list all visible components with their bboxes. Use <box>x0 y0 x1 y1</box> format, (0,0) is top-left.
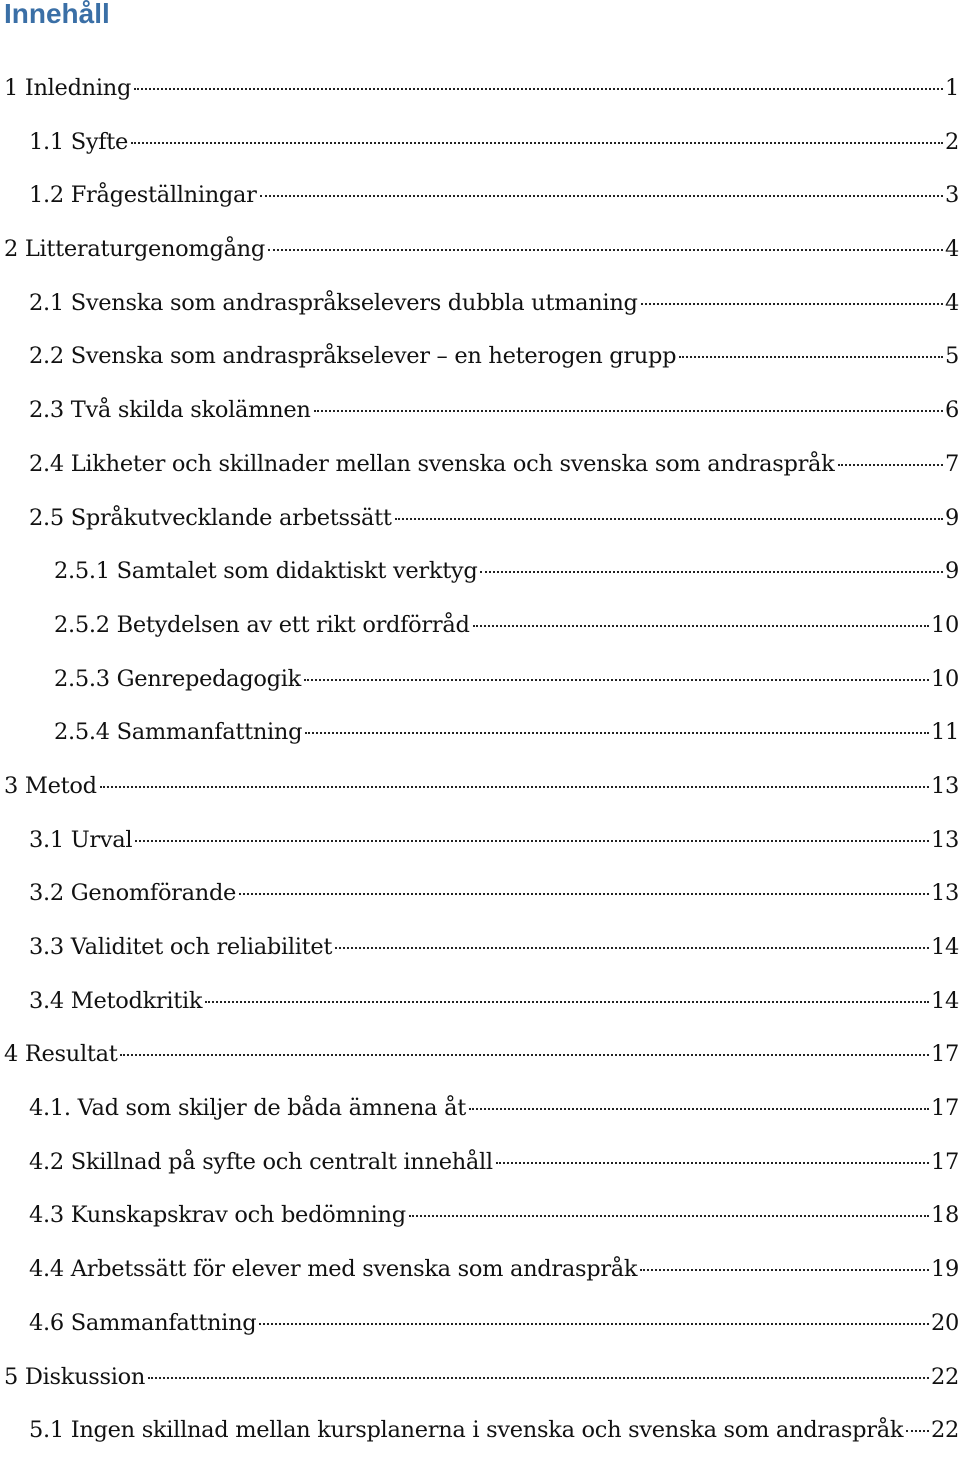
dot-leader <box>259 1323 929 1325</box>
toc-entry-page-number: 14 <box>930 987 959 1014</box>
toc-entry-title: Resultat <box>24 1041 118 1068</box>
toc-entry-number: 2.5.3 <box>54 665 110 692</box>
toc-entry-title: Likheter och skillnader mellan svenska och svenska som andraspråk <box>70 450 835 477</box>
toc-entry-title: Inledning <box>24 75 132 101</box>
toc-entry[interactable] <box>0 447 960 501</box>
toc-entry[interactable] <box>0 1360 960 1414</box>
toc-entry-title: Litteraturgenomgång <box>24 236 265 263</box>
toc-entry-number: 4.1. <box>29 1095 71 1122</box>
toc-entry-title: Validitet och reliabilitet <box>70 934 333 960</box>
toc-entry-page-number: 17 <box>930 1148 959 1175</box>
toc-entry-page-number: 6 <box>944 397 959 424</box>
dot-leader <box>480 571 943 573</box>
toc-entry-number: 2.1 <box>29 289 64 316</box>
toc-entry-page-number: 4 <box>944 289 959 316</box>
toc-entry[interactable] <box>0 1145 960 1199</box>
toc-entry-number: 3.1 <box>29 826 64 853</box>
toc-entry-page-number: 13 <box>930 826 959 853</box>
toc-entry-title: Diskussion <box>24 1363 146 1390</box>
dot-leader <box>239 893 929 895</box>
dot-leader <box>135 840 929 842</box>
toc-entry-page-number: 22 <box>930 1363 959 1390</box>
toc-entry-number: 3.3 <box>29 934 64 960</box>
toc-entry[interactable] <box>0 1413 960 1467</box>
toc-entry-page-number: 20 <box>930 1309 959 1336</box>
dot-leader <box>496 1162 929 1164</box>
toc-entry-title: Svenska som andraspråkselever – en heterogen grupp <box>70 343 677 370</box>
toc-entry[interactable] <box>0 1091 960 1145</box>
toc-entry-number: 5 <box>4 1363 19 1390</box>
dot-leader <box>469 1108 929 1110</box>
toc-entry-number: 4.6 <box>29 1309 64 1336</box>
toc-entry-title: Betydelsen av ett rikt ordförråd <box>116 611 470 638</box>
toc-entry-number: 2.3 <box>29 397 64 424</box>
toc-entry-number: 2.5 <box>29 504 64 531</box>
toc-entry-number: 2.4 <box>29 450 64 477</box>
toc-entry-number: 3 <box>4 772 19 799</box>
dot-leader <box>473 625 929 627</box>
dot-leader <box>906 1430 929 1432</box>
toc-entry-page-number: 1 <box>944 75 959 101</box>
dot-leader <box>314 410 943 412</box>
toc-entry-page-number: 13 <box>930 880 959 907</box>
toc-entry-number: 4.2 <box>29 1148 64 1175</box>
toc-entry-page-number: 18 <box>930 1202 959 1229</box>
toc-entry[interactable] <box>0 1037 960 1091</box>
toc-entry-title: Två skilda skolämnen <box>70 397 311 424</box>
dot-leader <box>335 947 929 949</box>
toc-entry-title: Genomförande <box>70 880 237 907</box>
dot-leader <box>395 518 943 520</box>
toc-entry-number: 4.4 <box>29 1256 64 1283</box>
toc-entry-title: Kunskapskrav och bedömning <box>70 1202 406 1229</box>
toc-heading: Innehåll <box>4 0 110 29</box>
toc-entry-page-number: 5 <box>944 343 959 370</box>
toc-entry-number: 2.5.1 <box>54 558 110 585</box>
toc-entry-number: 5.1 <box>29 1417 64 1444</box>
dot-leader <box>304 679 929 681</box>
dot-leader <box>205 1001 929 1003</box>
dot-leader <box>838 464 943 466</box>
toc-entry-number: 4 <box>4 1041 19 1068</box>
dot-leader <box>260 195 943 197</box>
dot-leader <box>268 249 943 251</box>
toc-entry-number: 1 <box>4 75 19 101</box>
toc-entry-page-number: 4 <box>944 236 959 263</box>
dot-leader <box>679 356 943 358</box>
toc-entry-page-number: 2 <box>944 128 959 155</box>
toc-entry[interactable] <box>0 715 960 769</box>
dot-leader <box>409 1215 929 1217</box>
toc-entry[interactable] <box>0 769 960 823</box>
toc-entry[interactable] <box>0 178 960 232</box>
toc-entry-title: Sammanfattning <box>116 719 303 746</box>
toc-entry-page-number: 9 <box>944 558 959 585</box>
toc-entry-page-number: 19 <box>930 1256 959 1283</box>
toc-entry-title: Sammanfattning <box>70 1309 257 1336</box>
toc-entry-title: Språkutvecklande arbetssätt <box>70 504 392 531</box>
toc-entry[interactable] <box>0 1306 960 1360</box>
toc-entry-number: 2.2 <box>29 343 64 370</box>
toc-entry[interactable] <box>0 286 960 340</box>
toc-entry[interactable] <box>0 930 960 984</box>
toc-entry[interactable] <box>0 554 960 608</box>
toc-entry[interactable] <box>0 823 960 877</box>
toc-entry-number: 2 <box>4 236 19 263</box>
toc-entry-title: Metod <box>24 772 97 799</box>
toc-entry[interactable] <box>0 393 960 447</box>
toc-entry-number: 2.5.4 <box>54 719 110 746</box>
toc-entry-title: Frågeställningar <box>70 182 257 209</box>
toc-entry-title: Ingen skillnad mellan kursplanerna i svenska och svenska som andraspråk <box>70 1417 904 1444</box>
toc-entry-page-number: 17 <box>930 1041 959 1068</box>
toc-entry-page-number: 3 <box>944 182 959 209</box>
toc-entry-title: Metodkritik <box>70 987 203 1014</box>
toc-entry-title: Genrepedagogik <box>116 665 301 692</box>
toc-entry-title: Samtalet som didaktiskt verktyg <box>116 558 478 585</box>
dot-leader <box>120 1054 929 1056</box>
dot-leader <box>148 1377 929 1379</box>
toc-entry-title: Svenska som andraspråkselevers dubbla utmaning <box>70 289 638 316</box>
toc-entry-page-number: 17 <box>930 1095 959 1122</box>
toc-entry[interactable] <box>0 501 960 555</box>
toc-entry-page-number: 14 <box>930 934 959 960</box>
toc-entry[interactable] <box>0 608 960 662</box>
toc-entry-number: 1.1 <box>29 128 64 155</box>
toc-entry[interactable] <box>0 662 960 716</box>
toc-entry-title: Syfte <box>70 128 129 155</box>
toc-entry-title: Vad som skiljer de båda ämnena åt <box>77 1095 466 1122</box>
toc-entry[interactable] <box>0 1252 960 1306</box>
toc-entry[interactable] <box>0 339 960 393</box>
dot-leader <box>131 142 943 144</box>
toc-entry-title: Urval <box>70 826 133 853</box>
dot-leader <box>641 303 943 305</box>
toc-entry-title: Arbetssätt för elever med svenska som andraspråk <box>70 1256 638 1283</box>
toc-entry-page-number: 9 <box>944 504 959 531</box>
toc-entry-number: 2.5.2 <box>54 611 110 638</box>
toc-entry-page-number: 7 <box>944 450 959 477</box>
toc-entry-number: 4.3 <box>29 1202 64 1229</box>
toc-entry[interactable] <box>0 71 960 125</box>
toc-entry[interactable] <box>0 232 960 286</box>
toc-entry-number: 3.4 <box>29 987 64 1014</box>
toc-entry-number: 3.2 <box>29 880 64 907</box>
toc-entry[interactable] <box>0 1198 960 1252</box>
toc-entry-number: 1.2 <box>29 182 64 209</box>
toc-entry-page-number: 11 <box>930 719 959 746</box>
dot-leader <box>100 786 929 788</box>
toc-entry-page-number: 10 <box>930 665 959 692</box>
toc-entry-page-number: 10 <box>930 611 959 638</box>
dot-leader <box>640 1269 929 1271</box>
toc-entry-page-number: 13 <box>930 772 959 799</box>
toc-entry[interactable] <box>0 125 960 179</box>
toc-entry[interactable] <box>0 984 960 1038</box>
toc-entry-title: Skillnad på syfte och centralt innehåll <box>70 1148 493 1175</box>
table-of-contents <box>0 71 960 1467</box>
toc-entry[interactable] <box>0 876 960 930</box>
dot-leader <box>305 732 929 734</box>
dot-leader <box>134 88 943 90</box>
toc-entry-page-number: 22 <box>930 1417 959 1444</box>
